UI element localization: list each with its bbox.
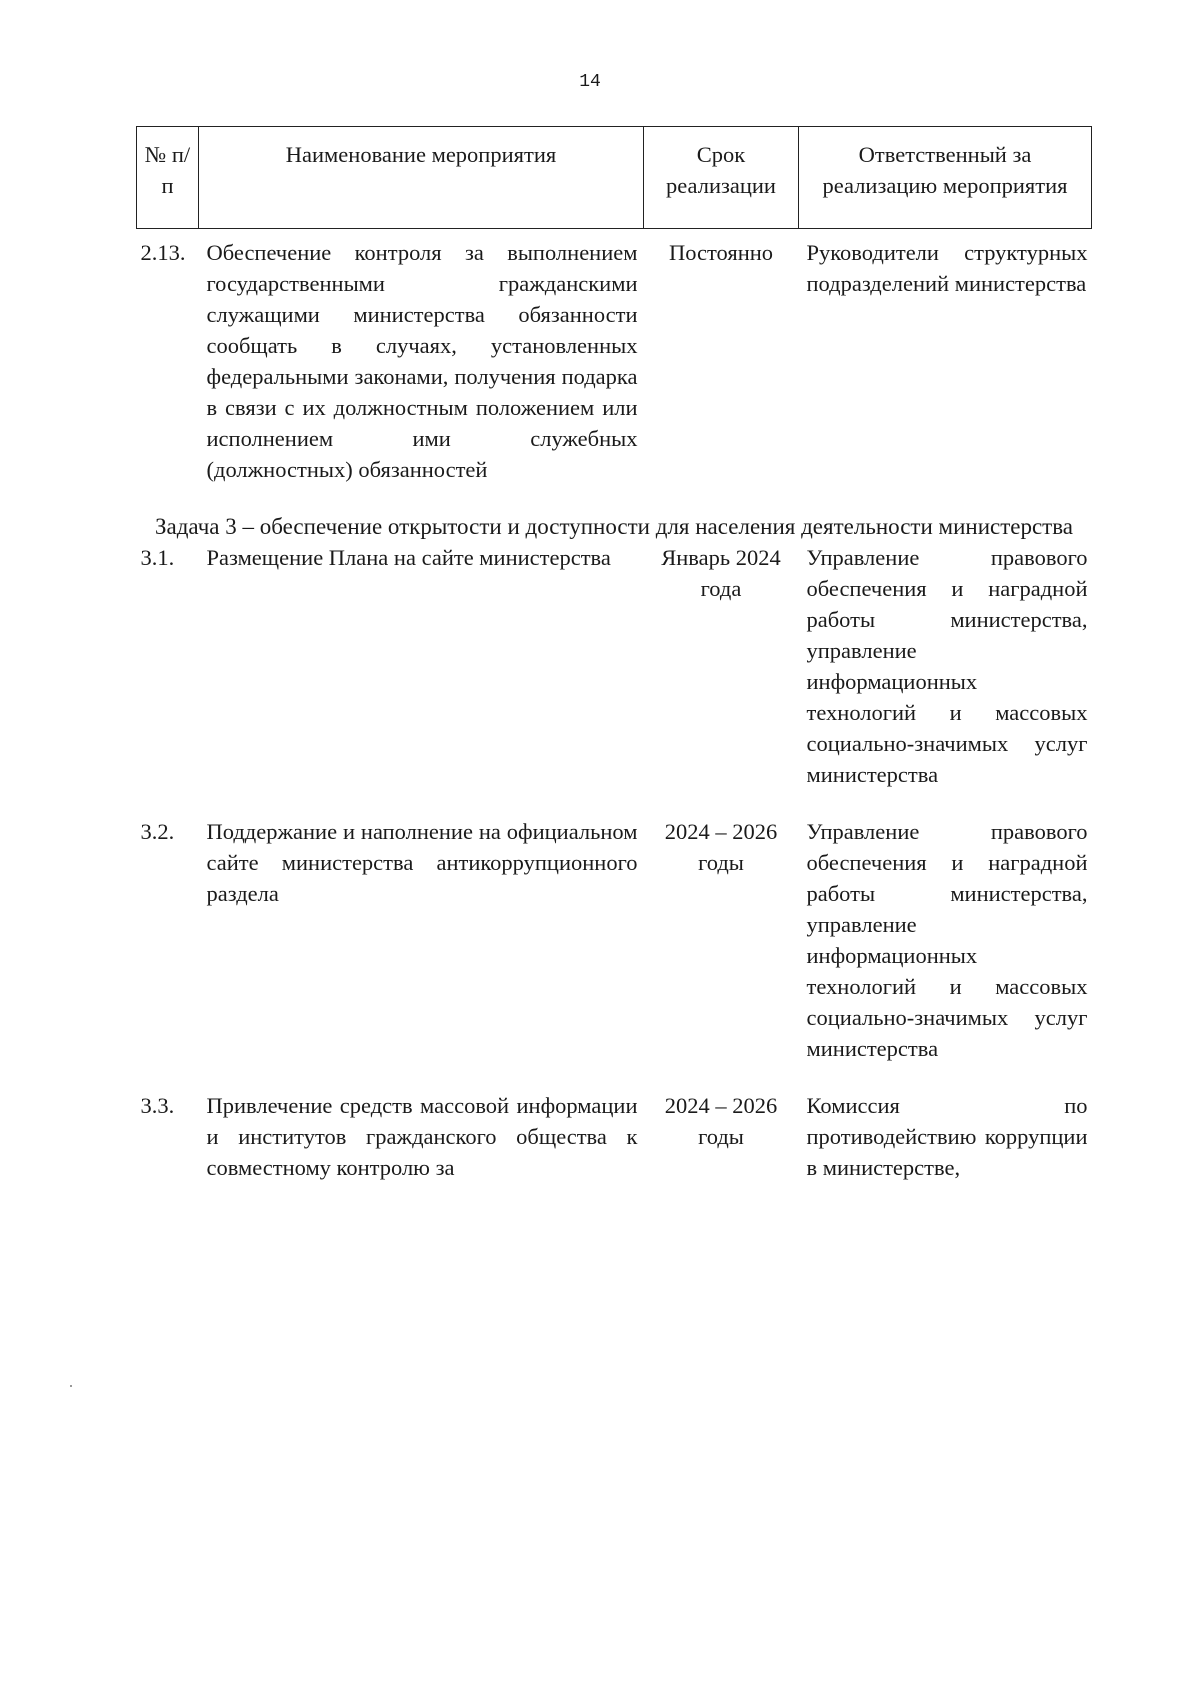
row-responsible: Комиссия по противодействию коррупции в министерстве, (806, 1093, 1088, 1180)
row-responsible: Руководители структурных подразделений министерства (806, 240, 1088, 296)
table-row (137, 1090, 1092, 1183)
row-number: 2.13. (140, 240, 186, 265)
row-responsible: Управление правового обеспечения и наградной работы министерства, управление информационных технологий и массовых социально-значимых услуг министерства (806, 819, 1088, 1061)
row-name: Обеспечение контроля за выполнением государственными гражданскими служащими министерства обязанности сообщать в случаях, установленных федеральными законами, получения подарка в связи с их должностным положением или исполнением ими служебных (должностных) обязанностей (206, 240, 638, 482)
header-number: № п/п (137, 127, 199, 229)
row-term: 2024 – 2026 годы (664, 1093, 778, 1149)
row-number: 3.2. (140, 819, 175, 844)
row-responsible: Управление правового обеспечения и наградной работы министерства, управление информационных технологий и массовых социально-значимых услуг министерства (806, 545, 1088, 787)
table-row (137, 542, 1092, 790)
table-row (137, 229, 1092, 486)
row-term: Постоянно (668, 240, 774, 265)
row-name: Поддержание и наполнение на официальном сайте министерства антикоррупционного раздела (206, 819, 638, 906)
scan-artifact (70, 1385, 72, 1387)
row-term: 2024 – 2026 годы (664, 819, 778, 875)
table-row (137, 816, 1092, 1064)
page-number: 14 (579, 72, 601, 92)
row-term: Январь 2024 года (661, 545, 781, 601)
header-term: Срок реализации (644, 127, 799, 229)
row-name: Привлечение средств массовой информации и институтов гражданского общества к совместному контролю за (206, 1093, 638, 1180)
task-3-title: Задача 3 – обеспечение открытости и доступности для населения деятельности министерства (155, 514, 1073, 539)
task-heading-row (137, 511, 1092, 542)
header-name: Наименование мероприятия (199, 127, 644, 229)
row-number: 3.1. (140, 545, 175, 570)
plan-table (136, 126, 1092, 1183)
header-responsible: Ответственный за реализацию мероприятия (799, 127, 1092, 229)
row-number: 3.3. (140, 1093, 175, 1118)
table-header (137, 127, 1092, 229)
row-name: Размещение Плана на сайте министерства (206, 545, 611, 570)
